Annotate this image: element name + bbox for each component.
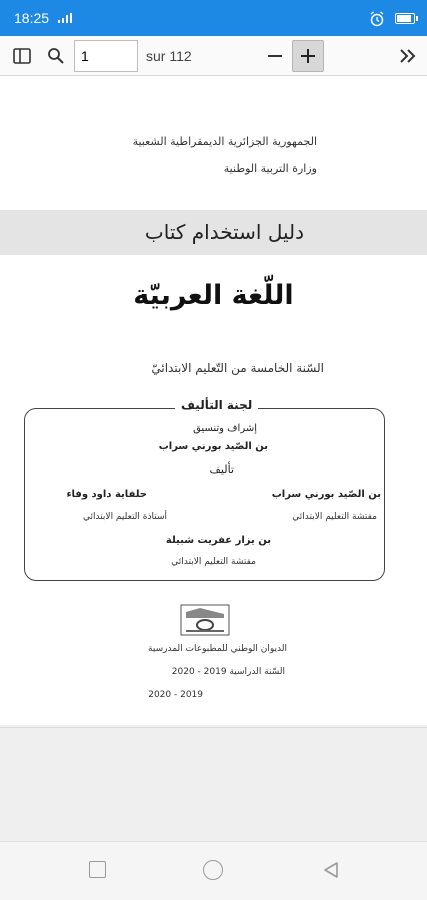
- author-role: مفتشة التعليم الابتدائي: [292, 512, 377, 522]
- republic-line: الجمهورية الجزائرية الديمقراطية الشعبية: [132, 135, 317, 148]
- publisher-logo-icon: [180, 604, 230, 636]
- guide-title: دليل استخدام كتاب: [144, 220, 304, 244]
- author-name: حلفاية داود وفاء: [66, 489, 147, 500]
- signal-icon: [58, 13, 72, 23]
- supervision-label: إشراف وتنسيق: [193, 423, 257, 434]
- author-name: بن الصّيد بورني سراب: [271, 489, 381, 500]
- author-role: مفتشة التعليم الابتدائي: [171, 557, 256, 567]
- back-icon[interactable]: [322, 861, 340, 879]
- battery-icon: [395, 13, 415, 24]
- home-icon[interactable]: [203, 860, 223, 880]
- authorship-label: تأليف: [209, 463, 234, 476]
- zoom-out-icon[interactable]: [262, 42, 288, 70]
- status-bar: [0, 0, 427, 36]
- document-viewer[interactable]: [0, 77, 427, 841]
- author-role: أستاذة التعليم الابتدائي: [82, 512, 167, 522]
- double-chevron-right-icon[interactable]: [396, 44, 420, 68]
- guide-title-band: [0, 210, 427, 255]
- zoom-in-icon[interactable]: [292, 40, 324, 72]
- publisher-name: الديوان الوطني للمطبوعات المدرسية: [148, 644, 287, 654]
- page-separator: [0, 727, 427, 728]
- authoring-committee-box: [24, 398, 385, 581]
- pdf-toolbar: [0, 36, 427, 76]
- author-name: بن يزار عفريت شبيلة: [165, 535, 271, 546]
- pdf-page: [0, 77, 427, 725]
- system-nav-bar: [0, 841, 427, 900]
- book-title: اللّغة العربيّة: [133, 280, 294, 311]
- status-time: 18:25: [14, 10, 50, 26]
- sidebar-toggle-icon[interactable]: [8, 42, 36, 70]
- year-range: 2020 - 2019: [148, 690, 203, 700]
- supervisor-name: بن الصّيد بورني سراب: [158, 441, 268, 452]
- page-number-input[interactable]: [74, 40, 138, 72]
- ministry-line: وزارة التربية الوطنية: [223, 162, 317, 175]
- alarm-icon: [369, 11, 385, 27]
- school-year: السّنة الدراسية 2019 - 2020: [171, 667, 285, 677]
- committee-heading: لجنة التأليف: [175, 398, 258, 412]
- search-icon[interactable]: [42, 42, 70, 70]
- page-total: sur 112: [146, 48, 192, 64]
- recent-apps-icon[interactable]: [89, 861, 106, 878]
- grade-line: السّنة الخامسة من التّعليم الابتدائيّ: [151, 361, 324, 375]
